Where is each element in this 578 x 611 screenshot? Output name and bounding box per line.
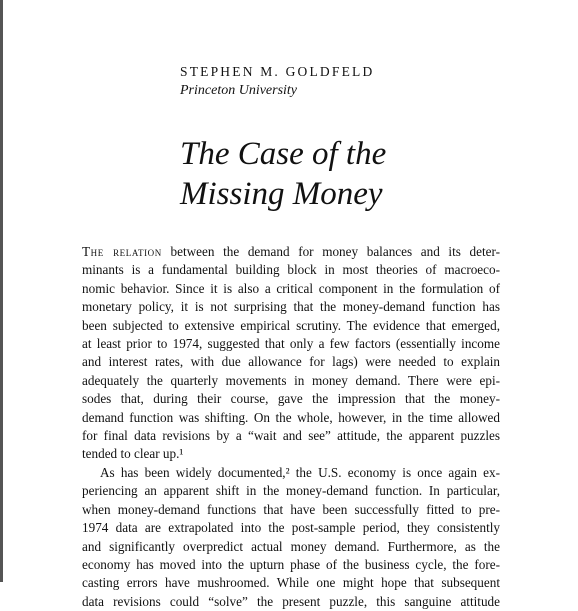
- text-line: demand function was shifting. On the whole, however, in the time allowed: [82, 409, 500, 425]
- text-line: The relation between the demand for money balances and its deter-: [82, 244, 500, 259]
- lead-in-small-caps: The relation: [82, 244, 162, 259]
- text-line: been subjected to extensive empirical scrutiny. The evidence that emerged,: [82, 317, 500, 333]
- text-line: monetary policy, it is not surprising that the money-demand function has: [82, 299, 500, 315]
- article-title-line-2: Missing Money: [180, 176, 383, 212]
- text-line: tended to clear up.¹: [82, 446, 184, 462]
- article-title-line-1: The Case of the: [180, 136, 387, 172]
- author-name: STEPHEN M. GOLDFELD: [180, 64, 375, 79]
- text-line: minants is a fundamental building block in most theories of macroeco-: [82, 262, 500, 278]
- article-title: [180, 134, 386, 214]
- page-left-border: [0, 0, 3, 582]
- text-line: adequately the quarterly movements in money demand. There were epi-: [82, 372, 500, 388]
- text-line: for final data revisions by a “wait and see” attitude, the apparent puzzles: [82, 428, 500, 444]
- text-line: data revisions could “solve” the present puzzle, this sanguine attitude: [82, 593, 500, 609]
- paragraph-1: [82, 243, 500, 464]
- text-line: 1974 data are extrapolated into the post-sample period, they consistently: [82, 520, 500, 536]
- text-line: casting errors have mushroomed. While one might hope that subsequent: [82, 575, 500, 591]
- text-line: nomic behavior. Since it is also a critical component in the formulation of: [82, 280, 500, 296]
- text-line: sodes that, during their course, gave the impression that the money-: [82, 391, 500, 407]
- text-line: at least prior to 1974, suggested that only a few factors (essentially income: [82, 336, 500, 352]
- text-line: periencing an apparent shift in the money-demand function. In particular,: [82, 483, 500, 499]
- text-line: and significantly overpredict actual money demand. Furthermore, as the: [82, 538, 500, 554]
- text-line: when money-demand functions that have been successfully fitted to pre-: [82, 501, 500, 517]
- article-body: [82, 243, 500, 611]
- author-affiliation: Princeton University: [180, 83, 298, 98]
- text-line: economy has moved into the upturn phase of the business cycle, the fore-: [82, 556, 500, 572]
- paragraph-2: [82, 464, 500, 611]
- text-line: and interest rates, with due allowance for lags) were needed to explain: [82, 354, 500, 370]
- text-line: As has been widely documented,² the U.S. economy is once again ex-: [100, 464, 500, 480]
